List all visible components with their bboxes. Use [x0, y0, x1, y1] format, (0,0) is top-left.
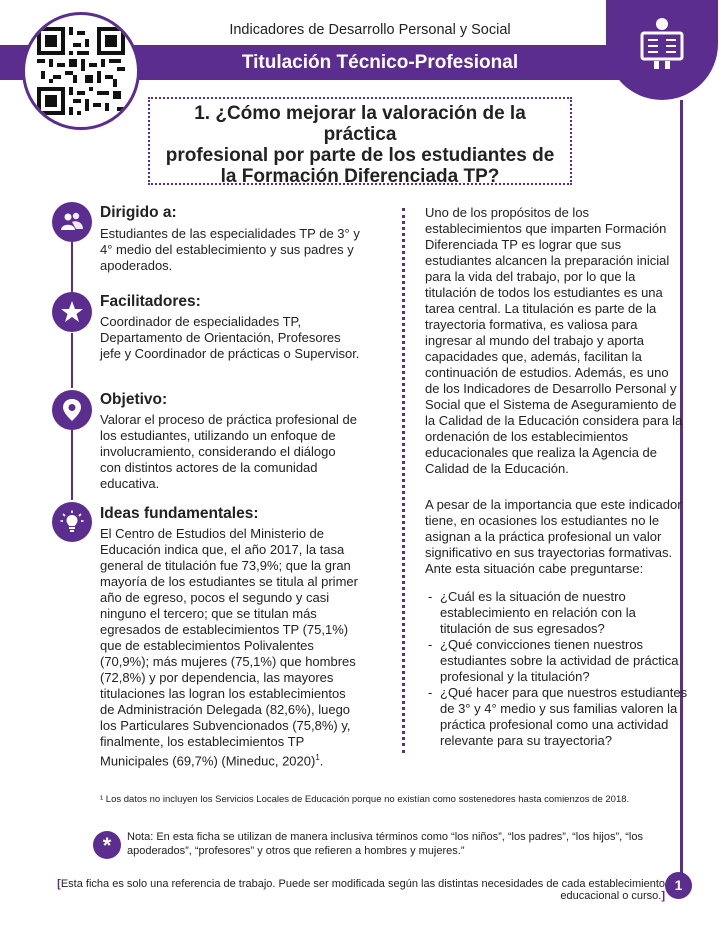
list-item: - ¿Qué convicciones tienen nuestros estudiantes sobre la actividad de práctica profesional y la titulación? [425, 637, 690, 685]
asterisk-icon: * [93, 831, 121, 859]
bracket-open: [ [57, 878, 61, 890]
note-text: Nota: En esta ficha se utilizan de manera inclusiva términos como “los niños”, “los padres”, “los hijos”, “los apoderados”, “profesores” y otros que refieren a hombres y mujeres.” [127, 831, 643, 857]
page-number: 1 [665, 872, 692, 899]
section-connector [71, 333, 73, 388]
header-subtitle: Indicadores de Desarrollo Personal y Social [229, 22, 511, 38]
bottom-reference [20, 878, 665, 902]
qr-code-pattern [37, 27, 125, 115]
question-line-3: la Formación Diferenciada TP? [220, 166, 500, 187]
right-paragraph-2: A pesar de la importancia que este indicador tiene, en ocasiones los estudiantes no le asignan a la práctica profesional un valor significativo en sus trayectorias formativas. Ante esta situación cabe preguntarse: [425, 497, 682, 576]
section-body-objetivo: Valorar el proceso de práctica profesional de los estudiantes, utilizando un enfoque de involucramiento, considerando el diálogo con distintos actores de la comunidad educativa. [100, 412, 358, 491]
list-item: - ¿Cuál es la situación de nuestro establecimiento en relación con la titulación de sus egresados? [425, 589, 690, 637]
section-connector [71, 430, 73, 500]
question-line-2: profesional por parte de los estudiantes de [165, 145, 555, 166]
bottom-reference-text: Esta ficha es solo una referencia de trabajo. Puede ser modificada según las distintas necesidades de cada establecimiento educacional o curso. [60, 878, 665, 902]
question-line-1: 1. ¿Cómo mejorar la valoración de la práctica [194, 103, 526, 145]
ideas-text: El Centro de Estudios del Ministerio de Educación indica que, el año 2017, la tasa general de titulación fue 73,9%; que la gran mayoría de los estudiantes se titula al primer año de egreso, pocos el segundo y casi ninguno el tercero; que se titulan más egresados de establecimientos TP (75,1%) que de establecimientos Polivalentes (70,9%); más mujeres (75,1%) que hombres (72,8%) y por dependencia, las mayores titulaciones las logran los establecimientos de Administración Delegada (82,6%), luego los Particulares Subvencionados (75,8%) y, finalmente, los establecimientos TP Municipales (69,7%) (Mineduc, 2020) [100, 526, 358, 769]
question-list [425, 589, 690, 749]
section-body-ideas: El Centro de Estudios del Ministerio de Educación indica que, el año 2017, la tasa general de titulación fue 73,9%; que la gran mayoría de los estudiantes se titula al primer año de egreso, pocos el segundo y casi ninguno el tercero; que se titulan más egresados de establecimientos TP (75,1%) que de establecimientos Polivalentes (70,9%); más mujeres (75,1%) que hombres (72,8%) y por dependencia, las mayores titulaciones las logran los establecimientos de Administración Delegada (82,6%), luego los Particulares Subvencionados (75,8%) y, finalmente, los establecimientos TP Municipales (69,7%) (Mineduc, 2020)$^1$. [100, 526, 358, 769]
section-title-dirigido: Dirigido a: [100, 204, 177, 221]
section-body-facilitadores: Coordinador de especialidades TP, Departamento de Orientación, Profesores jefe y Coordinador de prácticas o Supervisor. [100, 314, 360, 361]
section-title-ideas: Ideas fundamentales: [100, 505, 259, 522]
reader-icon [636, 16, 688, 70]
footnote: ¹ Los datos no incluyen los Servicios Locales de Educación porque no existían como sostenedores hasta comienzos de 2018. [100, 794, 630, 805]
location-pin-icon [52, 390, 92, 430]
right-paragraph-1: Uno de los propósitos de los establecimientos que imparten Formación Diferenciada TP es lograr que sus estudiantes alcancen la preparación inicial para la vida del trabajo, por lo que la titulación de todos los estudiantes es una tarea central. La titulación es parte de la trayectoria formativa, es valiosa para ingresar al mundo del trabajo y aporta capacidades que, además, facilitan la continuación de estudios. Además, es uno de los Indicadores de Desarrollo Personal y Social que el Sistema de Aseguramiento de la Calidad de la Educación considera para la ordenación de los establecimientos educacionales que realiza la Agencia de Calidad de la Educación. [425, 205, 683, 476]
corner-badge [606, 0, 718, 100]
section-body-dirigido: Estudiantes de las especialidades TP de 3° y 4° medio del establecimiento y sus padres y apoderados. [100, 226, 360, 273]
ideas-footnote-ref: 1 [315, 753, 320, 762]
star-icon [52, 292, 92, 332]
section-title-facilitadores: Facilitadores: [100, 293, 201, 310]
section-connector [71, 242, 73, 292]
lightbulb-icon [52, 502, 92, 542]
section-title-objetivo: Objetivo: [100, 391, 168, 408]
header-title: Titulación Técnico-Profesional [241, 52, 519, 73]
bracket-close: ] [661, 890, 665, 902]
question-box [148, 97, 572, 185]
list-item: - ¿Qué hacer para que nuestros estudiantes de 3° y 4° medio y sus familias valoren la práctica profesional como una actividad relevante para su trayectoria? [425, 685, 690, 749]
people-icon [52, 202, 92, 242]
column-divider [402, 208, 405, 753]
qr-code [22, 12, 140, 130]
